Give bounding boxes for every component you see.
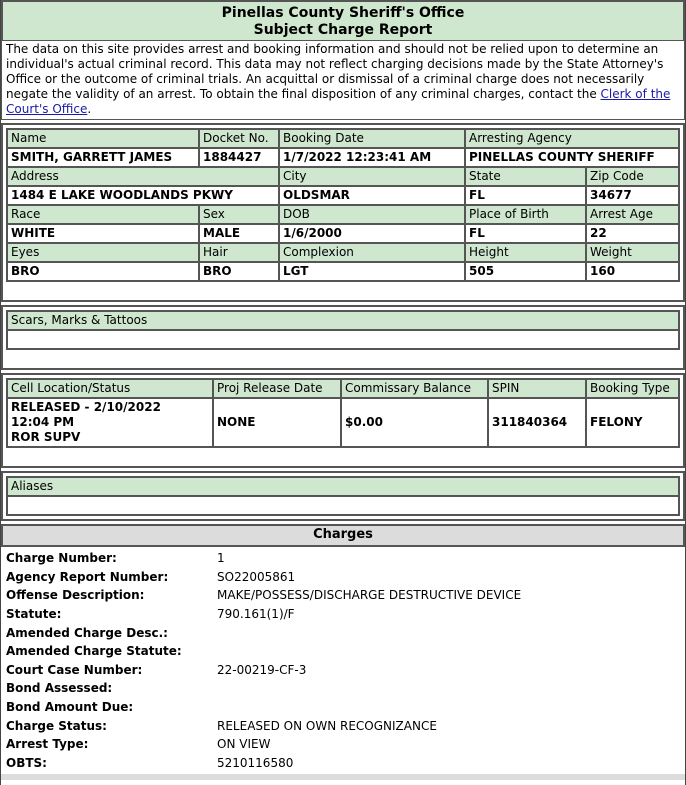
report-header [1,0,685,41]
cell-status-line1: RELEASED - 2/10/2022 [11,400,161,414]
pob-label: Place of Birth [465,205,586,224]
state-value: FL [465,186,586,205]
commissary-value: $0.00 [341,398,488,447]
charge-field-label: OBTS: [6,755,47,770]
height-value: 505 [465,262,586,281]
pob-value: FL [465,224,586,243]
name-label: Name [7,129,199,148]
weight-label: Weight [586,243,679,262]
dob-label: DOB [279,205,465,224]
custody-table [6,378,680,448]
report-title: Subject Charge Report [253,22,433,38]
address-value: 1484 E LAKE WOODLANDS PKWY [7,186,279,205]
scars-table [6,310,680,350]
charge-field-label: Amended Charge Desc.: [6,625,168,640]
cell-status-line3: ROR SUPV [11,430,81,444]
clerk-of-court-link[interactable]: Clerk of the Court's Office [6,87,671,116]
charge-field-label: Statute: [6,607,62,622]
zip-value: 34677 [586,186,679,205]
aliases-value [7,496,679,515]
race-value: WHITE [7,224,199,243]
aliases-label: Aliases [7,477,679,496]
subject-info-table [6,128,680,282]
charge-row [6,568,680,587]
charge-field-label: Bond Assessed: [6,681,113,696]
charge-row [6,623,680,642]
charge-row [6,586,680,605]
zip-label: Zip Code [586,167,679,186]
section-divider [1,774,685,780]
city-label: City [279,167,465,186]
proj-release-value: NONE [213,398,341,447]
charge-field-label: Agency Report Number: [6,569,169,584]
city-value: OLDSMAR [279,186,465,205]
charge-row [6,716,680,735]
scars-section [1,305,685,370]
disclaimer-suffix: . [87,102,92,116]
charge-field-label: Arrest Type: [6,737,89,752]
charge-field-label: Charge Number: [6,551,117,566]
charge-field-value: SO22005861 [217,569,296,584]
arresting-agency-label: Arresting Agency [465,129,679,148]
charge-row [6,549,680,568]
booking-type-label: Booking Type [586,379,679,398]
sex-value: MALE [199,224,279,243]
sex-label: Sex [199,205,279,224]
charge-field-value: RELEASED ON OWN RECOGNIZANCE [217,718,437,733]
charge-field-value: 22-00219-CF-3 [217,662,307,677]
booking-type-value: FELONY [586,398,679,447]
disclaimer [1,41,685,120]
charge-row [6,605,680,624]
aliases-section [1,471,685,521]
arrest-age-label: Arrest Age [586,205,679,224]
charge-row [6,754,680,773]
docket-value: 1884427 [199,148,279,167]
spin-value: 311840364 [488,398,586,447]
complexion-label: Complexion [279,243,465,262]
dob-value: 1/6/2000 [279,224,465,243]
height-label: Height [465,243,586,262]
charge-field-label: Offense Description: [6,588,145,603]
charge-field-label: Amended Charge Statute: [6,644,182,659]
agency-title: Pinellas County Sheriff's Office [221,5,465,21]
hair-label: Hair [199,243,279,262]
disclaimer-text: The data on this site provides arrest and booking information and should not be relied upon to determine an individual's actual criminal record. This data may not reflect charging decisions made by the State Attorney's Office or the outcome of criminal trials. An acquittal or dismissal of a criminal charge does not necessarily negate the validity of an arrest. To obtain the final disposition of any criminal charges, contact the [6,42,664,101]
spin-label: SPIN [488,379,586,398]
charge-field-label: Court Case Number: [6,662,143,677]
charge-field-value: 1 [217,551,225,566]
booking-date-value: 1/7/2022 12:23:41 AM [279,148,465,167]
name-value: SMITH, GARRETT JAMES [7,148,199,167]
charges-header: Charges [1,524,685,547]
charge-row [6,735,680,754]
arresting-agency-value: PINELLAS COUNTY SHERIFF [465,148,679,167]
charge-field-value: 5210116580 [217,755,294,770]
docket-label: Docket No. [199,129,279,148]
charge-field-value: ON VIEW [217,737,271,752]
charge-field-label: Charge Status: [6,718,107,733]
address-label: Address [7,167,279,186]
charge-row [6,698,680,717]
charge-field-label: Bond Amount Due: [6,700,134,715]
cell-location-label: Cell Location/Status [7,379,213,398]
scars-label: Scars, Marks & Tattoos [7,311,679,330]
charges-list [1,547,685,772]
aliases-table [6,476,680,516]
arrest-age-value: 22 [586,224,679,243]
eyes-label: Eyes [7,243,199,262]
proj-release-label: Proj Release Date [213,379,341,398]
eyes-value: BRO [7,262,199,281]
charge-row [6,679,680,698]
booking-date-label: Booking Date [279,129,465,148]
charge-field-value: 790.161(1)/F [217,607,295,622]
race-label: Race [7,205,199,224]
charge-row [6,642,680,661]
state-label: State [465,167,586,186]
cell-location-value [7,398,213,447]
hair-value: BRO [199,262,279,281]
weight-value: 160 [586,262,679,281]
charge-row [6,661,680,680]
commissary-label: Commissary Balance [341,379,488,398]
custody-section [1,373,685,468]
complexion-value: LGT [279,262,465,281]
subject-info-section [1,123,685,302]
charge-field-value: MAKE/POSSESS/DISCHARGE DESTRUCTIVE DEVICE [217,588,522,603]
scars-value [7,330,679,349]
cell-status-line2: 12:04 PM [11,415,75,429]
